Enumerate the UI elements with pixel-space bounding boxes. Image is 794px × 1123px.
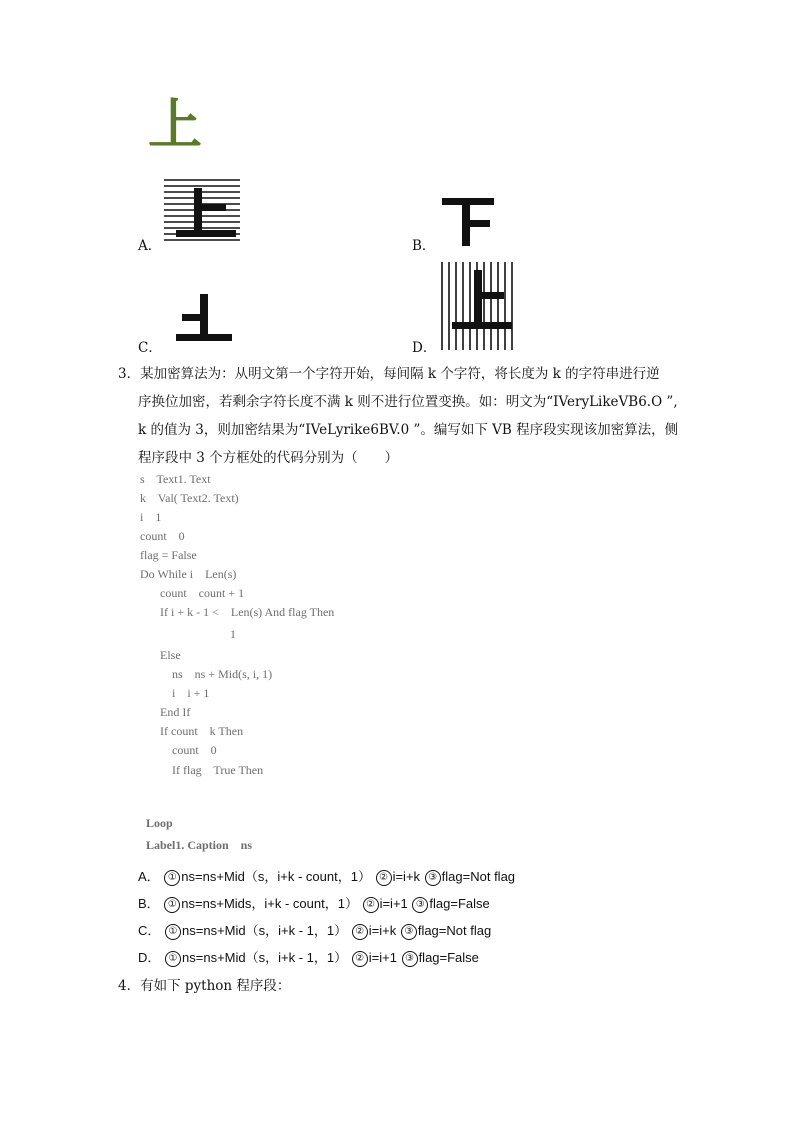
top-character: 上 — [148, 93, 202, 156]
option-c-image — [174, 292, 234, 344]
answer-option-b — [138, 893, 658, 920]
circle-2-marker: ② — [352, 951, 368, 967]
question-3-line-1: 3．某加密算法为：从明文第一个字符开始，每间隔 k 个字符，将长度为 k 的字符串进行逆 — [118, 366, 660, 382]
code-line: End If — [160, 705, 191, 719]
circle-2-marker: ② — [363, 897, 379, 913]
question-3-line-4: 程序段中 3 个方框处的代码分别为（ ） — [138, 450, 399, 466]
answer-part-1: ns=ns+Mids，i+k - count，1） — [181, 896, 358, 911]
option-d-image — [440, 262, 518, 350]
option-a-lines-graphic — [164, 178, 240, 246]
circle-3-marker: ③ — [402, 951, 418, 967]
code-line: Label1. Caption ns — [146, 838, 253, 852]
answer-part-2: i=i+k — [392, 869, 421, 884]
question-4: 4．有如下 python 程序段： — [118, 978, 291, 994]
code-line: If count k Then — [160, 724, 244, 738]
circle-1-marker: ① — [164, 870, 180, 886]
question-3-line-3: k 的值为 3，则加密结果为“IVeLyrike6BV.0 ”。编写如下 VB 程序段实现该加密算法，侧 — [138, 422, 679, 438]
answer-option-d — [138, 947, 658, 974]
answer-part-2: i=i+1 — [379, 896, 408, 911]
question-3-line-2: 序换位加密，若剩余字符长度不满 k 则不进行位置变换。如：明文为“IVeryLikeVB6.O ”, — [138, 394, 678, 410]
code-line: count count + 1 — [160, 586, 245, 600]
answer-part-3: flag=False — [429, 896, 490, 911]
circle-1-marker: ① — [164, 897, 180, 913]
answer-part-3: flag=False — [418, 950, 479, 965]
answer-part-3: flag=Not flag — [441, 869, 516, 884]
answer-options — [138, 866, 658, 974]
answer-part-2: i=i+k — [368, 923, 397, 938]
circle-2-marker: ② — [352, 924, 368, 940]
code-line: i 1 — [140, 510, 162, 524]
code-line: If flag True Then — [172, 763, 264, 777]
code-line: flag = False — [140, 548, 197, 562]
code-line: Else — [160, 648, 181, 662]
answer-letter: C． — [138, 923, 161, 938]
circle-3-marker: ③ — [425, 870, 441, 886]
code-block — [140, 472, 440, 862]
answer-letter: A． — [138, 869, 160, 884]
answer-part-1: ns=ns+Mid（s，i+k - count，1） — [181, 869, 371, 884]
answer-part-2: i=i+1 — [368, 950, 397, 965]
code-line: If i + k - 1 < Len(s) And flag Then — [160, 605, 335, 619]
option-a-image — [164, 178, 240, 246]
answer-part-3: flag=Not flag — [417, 923, 492, 938]
code-line: ns ns + Mid(s, i, 1) — [172, 667, 273, 681]
option-d-lines-graphic — [440, 262, 518, 350]
option-d-label: D． — [412, 340, 437, 356]
circle-3-marker: ③ — [401, 924, 417, 940]
option-a-label: A． — [138, 238, 162, 254]
top-character-image — [148, 93, 204, 156]
code-line: count 0 — [172, 743, 217, 757]
option-b-image — [440, 196, 496, 248]
answer-part-1: ns=ns+Mid（s，i+k - 1，1） — [182, 950, 348, 965]
code-line: 1 — [230, 627, 236, 641]
code-line: s Text1. Text — [140, 472, 211, 486]
answer-letter: D． — [138, 950, 161, 965]
circle-2-marker: ② — [376, 870, 392, 886]
code-line: count 0 — [140, 529, 185, 543]
answer-letter: B． — [138, 896, 160, 911]
circle-1-marker: ① — [165, 951, 181, 967]
option-b-label: B． — [412, 238, 436, 254]
answer-option-c — [138, 920, 658, 947]
code-line: k Val( Text2. Text) — [140, 491, 239, 505]
option-c-label: C． — [138, 340, 162, 356]
code-line: i i + 1 — [172, 686, 210, 700]
code-line: Loop — [146, 816, 173, 830]
question-3 — [118, 360, 678, 472]
option-c-graphic — [174, 292, 234, 344]
option-b-graphic — [440, 196, 496, 248]
code-line: Do While i Len(s) — [140, 567, 237, 581]
answer-part-1: ns=ns+Mid（s，i+k - 1，1） — [182, 923, 348, 938]
answer-option-a — [138, 866, 658, 893]
circle-1-marker: ① — [165, 924, 181, 940]
circle-3-marker: ③ — [412, 897, 428, 913]
